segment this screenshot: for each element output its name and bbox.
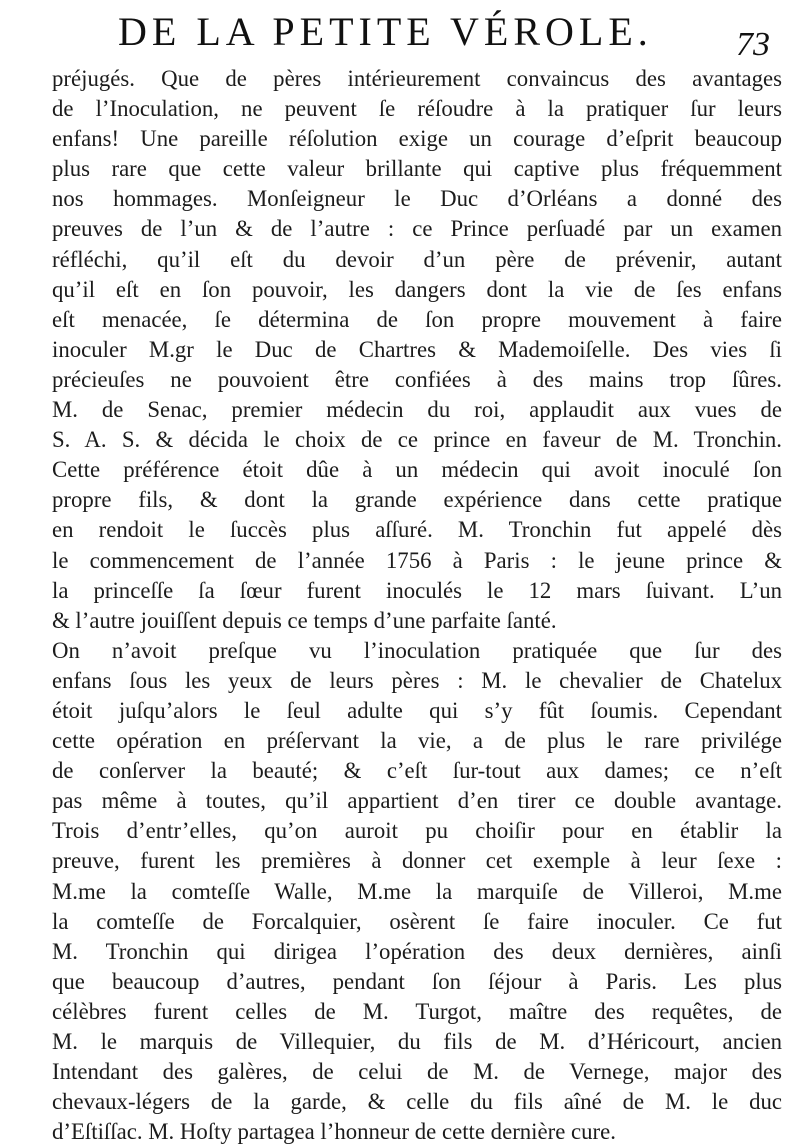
- text-line: Cette préférence étoit dûe à un médecin qui avoit inoculé ſon: [52, 457, 782, 483]
- text-line: preuve, furent les premières à donner cet exemple à leur ſexe :: [52, 848, 782, 874]
- text-line: Intendant des galères, de celui de M. de Vernege, major des: [52, 1059, 782, 1085]
- body-text: [52, 64, 782, 1147]
- text-line: de conſerver la beauté; & c’eſt ſur-tout aux dames; ce n’eſt: [52, 758, 782, 784]
- text-line: pas même à toutes, qu’il appartient d’en tirer ce double avantage.: [52, 788, 782, 814]
- text-line: inoculer M.gr le Duc de Chartres & Mademoiſelle. Des vies ſi: [52, 336, 782, 362]
- text-line: M. de Senac, premier médecin du roi, applaudit aux vues de: [52, 397, 782, 423]
- text-line: enfans! Une pareille réſolution exige un courage d’eſprit beaucoup: [52, 126, 782, 152]
- text-line: & l’autre jouiſſent depuis ce temps d’une parfaite ſanté.: [52, 607, 557, 633]
- text-line: la princeſſe ſa ſœur furent inoculés le 12 mars ſuivant. L’un: [52, 577, 782, 603]
- text-line: chevaux-légers de la garde, & celle du fils aîné de M. le duc: [52, 1089, 782, 1115]
- text-line: M. Tronchin qui dirigea l’opération des deux dernières, ainſi: [52, 938, 782, 964]
- text-line: enfans ſous les yeux de leurs pères : M. le chevalier de Chatelux: [52, 667, 782, 693]
- text-line: propre fils, & dont la grande expérience dans cette pratique: [52, 487, 782, 513]
- text-line: eſt menacée, ſe détermina de ſon propre mouvement à faire: [52, 306, 782, 332]
- text-line: plus rare que cette valeur brillante qui captive plus fréquemment: [52, 156, 782, 182]
- text-line: Trois d’entr’elles, qu’on auroit pu choiſir pour en établir la: [52, 818, 782, 844]
- page-header: [118, 8, 778, 68]
- text-line: étoit juſqu’alors le ſeul adulte qui s’y fût ſoumis. Cependant: [52, 697, 782, 723]
- text-line: que beaucoup d’autres, pendant ſon ſéjour à Paris. Les plus: [52, 968, 782, 994]
- text-line: précieuſes ne pouvoient être confiées à des mains trop ſûres.: [52, 366, 782, 392]
- text-line: nos hommages. Monſeigneur le Duc d’Orléans a donné des: [52, 186, 782, 212]
- text-line: réfléchi, qu’il eſt du devoir d’un père de prévenir, autant: [52, 246, 782, 272]
- running-title: DE LA PETITE VÉROLE.: [118, 9, 653, 54]
- text-line: préjugés. Que de pères intérieurement convaincus des avantages: [52, 66, 782, 91]
- text-line: d’Eſtiſſac. M. Hoſty partagea l’honneur de cette dernière cure.: [52, 1119, 616, 1145]
- text-line: le commencement de l’année 1756 à Paris : le jeune prince &: [52, 547, 782, 573]
- text-line: M. le marquis de Villequier, du fils de M. d’Héricourt, ancien: [52, 1029, 782, 1054]
- text-line: preuves de l’un & de l’autre : ce Prince perſuadé par un examen: [52, 216, 782, 242]
- text-line: cette opération en préſervant la vie, a de plus le rare privilége: [52, 728, 782, 754]
- text-line: On n’avoit preſque vu l’inoculation pratiquée que ſur des: [52, 637, 782, 663]
- text-line: de l’Inoculation, ne peuvent ſe réſoudre à la pratiquer ſur leurs: [52, 96, 782, 122]
- text-line: célèbres furent celles de M. Turgot, maître des requêtes, de: [52, 998, 782, 1024]
- text-line: la comteſſe de Forcalquier, osèrent ſe faire inoculer. Ce fut: [52, 908, 782, 934]
- text-line: en rendoit le ſuccès plus aſſuré. M. Tronchin fut appelé dès: [52, 517, 782, 543]
- page-number: 73: [736, 26, 770, 63]
- text-line: qu’il eſt en ſon pouvoir, les dangers dont la vie de ſes enfans: [52, 276, 782, 302]
- text-line: M.me la comteſſe Walle, M.me la marquiſe de Villeroi, M.me: [52, 878, 782, 904]
- text-line: S. A. S. & décida le choix de ce prince en faveur de M. Tronchin.: [52, 427, 782, 453]
